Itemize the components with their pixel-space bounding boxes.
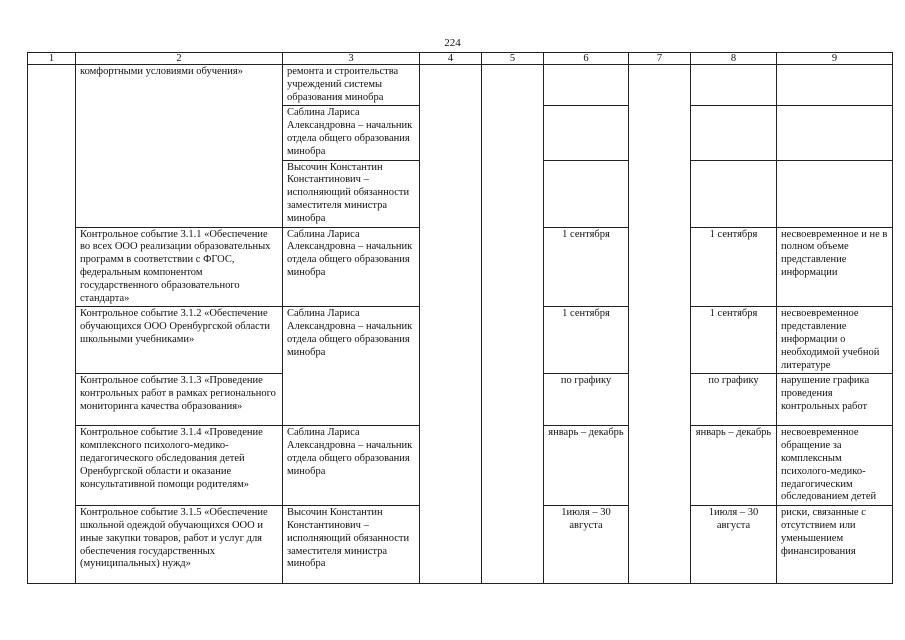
end-date-cell [691, 106, 777, 160]
risk-cell: риски, связанные с отсутствием или уменьшением финансирования [777, 506, 893, 584]
start-date-cell [544, 106, 629, 160]
col-header-5: 5 [482, 53, 544, 65]
col-header-7: 7 [629, 53, 691, 65]
event-cell: Контрольное событие 3.1.1 «Обеспечение во всех ООО реализации образовательных программ в соответствии с ФГОС, федеральным компонентом государственного образовательного стандарта» [76, 227, 283, 307]
end-date-cell: 1 сентября [691, 227, 777, 307]
risk-cell: несвоевременное обращение за комплексным психолого-медико-педагогическим обследованием детей [777, 426, 893, 506]
start-date-cell: 1июля – 30 августа [544, 506, 629, 584]
responsible-cell: ремонта и строительства учреждений системы образования минобра [283, 65, 420, 106]
responsible-cell: Саблина Лариса Александровна – начальник отдела общего образования минобра [283, 426, 420, 506]
responsible-cell: Высочин Константин Константинович – исполняющий обязанности заместителя министра минобра [283, 506, 420, 584]
col4-cell [420, 65, 482, 584]
event-cell: комфортными условиями обучения» [76, 65, 283, 228]
risk-cell [777, 160, 893, 227]
col-header-6: 6 [544, 53, 629, 65]
start-date-cell [544, 160, 629, 227]
event-cell: Контрольное событие 3.1.5 «Обеспечение школьной одеждой обучающихся ООО и иные закупки товаров, работ и услуг для обеспечения государственных (муниципальных) нужд» [76, 506, 283, 584]
event-cell: Контрольное событие 3.1.3 «Проведение контрольных работ в рамках регионального мониторинга качества образования» [76, 374, 283, 426]
header-row [28, 53, 893, 65]
event-cell: Контрольное событие 3.1.4 «Проведение комплексного психолого-медико-педагогического обследования детей Оренбургской области и оказание консультативной помощи родителям» [76, 426, 283, 506]
plan-table [27, 52, 893, 584]
risk-cell: нарушение графика проведения контрольных работ [777, 374, 893, 426]
col5-cell [482, 65, 544, 584]
start-date-cell: 1 сентября [544, 307, 629, 374]
col-header-1: 1 [28, 53, 76, 65]
end-date-cell: январь – декабрь [691, 426, 777, 506]
end-date-cell: по графику [691, 374, 777, 426]
responsible-cell: Саблина Лариса Александровна – начальник отдела общего образования минобра [283, 307, 420, 426]
col1-cell [28, 65, 76, 584]
start-date-cell: январь – декабрь [544, 426, 629, 506]
col-header-4: 4 [420, 53, 482, 65]
responsible-cell: Саблина Лариса Александровна – начальник отдела общего образования минобра [283, 227, 420, 307]
end-date-cell [691, 160, 777, 227]
responsible-cell: Высочин Константин Константинович – исполняющий обязанности заместителя министра минобра [283, 160, 420, 227]
start-date-cell [544, 65, 629, 106]
risk-cell: несвоевременное и не в полном объеме представление информации [777, 227, 893, 307]
risk-cell [777, 106, 893, 160]
risk-cell [777, 65, 893, 106]
col-header-3: 3 [283, 53, 420, 65]
end-date-cell: 1 сентября [691, 307, 777, 374]
responsible-cell: Саблина Лариса Александровна – начальник отдела общего образования минобра [283, 106, 420, 160]
col-header-8: 8 [691, 53, 777, 65]
col7-cell [629, 65, 691, 584]
start-date-cell: 1 сентября [544, 227, 629, 307]
page-number: 224 [444, 37, 461, 49]
table-row [28, 65, 893, 106]
col-header-2: 2 [76, 53, 283, 65]
end-date-cell [691, 65, 777, 106]
risk-cell: несвоевременное представление информации о необходимой учебной литературе [777, 307, 893, 374]
end-date-cell: 1июля – 30 августа [691, 506, 777, 584]
col-header-9: 9 [777, 53, 893, 65]
event-cell: Контрольное событие 3.1.2 «Обеспечение обучающихся ООО Оренбургской области школьными учебниками» [76, 307, 283, 374]
start-date-cell: по графику [544, 374, 629, 426]
